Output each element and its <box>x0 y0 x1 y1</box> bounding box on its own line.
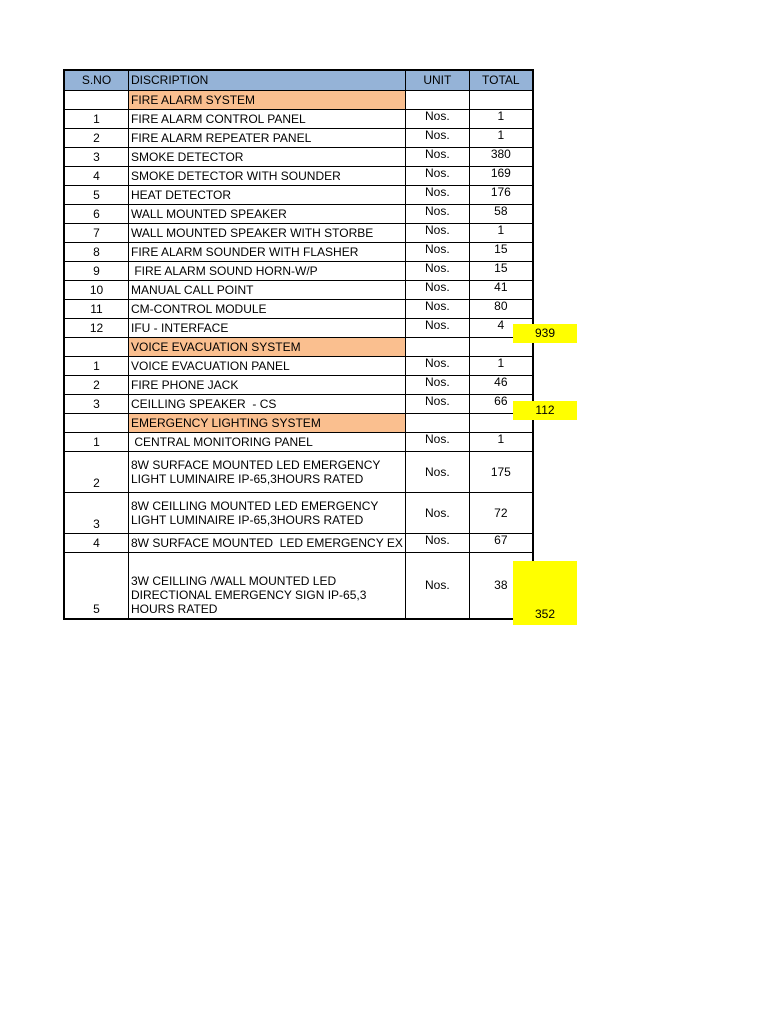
section-row-fire-alarm <box>64 91 533 110</box>
table-cell[interactable] <box>64 414 129 433</box>
cell-total[interactable]: 1 <box>469 224 533 243</box>
table-row <box>64 376 533 395</box>
header-sno[interactable]: S.NO <box>64 70 129 91</box>
cell-sno[interactable]: 8 <box>64 243 129 262</box>
cell-sno[interactable]: 2 <box>64 376 129 395</box>
cell-sno[interactable]: 1 <box>64 357 129 376</box>
section-row-emergency-lighting <box>64 414 533 433</box>
cell-description[interactable]: CEILLING SPEAKER - CS <box>129 395 406 414</box>
cell-unit[interactable]: Nos. <box>405 110 469 129</box>
table-row <box>64 110 533 129</box>
table-row <box>64 281 533 300</box>
cell-sno[interactable]: 2 <box>64 129 129 148</box>
cell-description[interactable]: SMOKE DETECTOR <box>129 148 406 167</box>
subtotal-fire-alarm[interactable]: 939 <box>513 324 577 343</box>
subtotal-value: 352 <box>534 607 556 621</box>
cell-total[interactable]: 66 <box>469 395 533 414</box>
section-title[interactable]: EMERGENCY LIGHTING SYSTEM <box>129 414 406 433</box>
section-title[interactable]: FIRE ALARM SYSTEM <box>129 91 406 110</box>
cell-unit[interactable]: Nos. <box>405 433 469 452</box>
table-row <box>64 262 533 281</box>
table-row <box>64 167 533 186</box>
cell-unit[interactable]: Nos. <box>405 129 469 148</box>
section-title[interactable]: VOICE EVACUATION SYSTEM <box>129 338 406 357</box>
cell-description[interactable]: CM-CONTROL MODULE <box>129 300 406 319</box>
table-row <box>64 300 533 319</box>
cell-total[interactable]: 176 <box>469 186 533 205</box>
cell-description[interactable]: 8W CEILLING MOUNTED LED EMERGENCY LIGHT LUMINAIRE IP-65,3HOURS RATED <box>129 493 406 534</box>
cell-total[interactable]: 15 <box>469 243 533 262</box>
table-row <box>64 243 533 262</box>
cell-sno[interactable]: 4 <box>64 167 129 186</box>
table-row <box>64 452 533 493</box>
cell-unit[interactable]: Nos. <box>405 167 469 186</box>
cell-unit[interactable]: Nos. <box>405 224 469 243</box>
cell-unit[interactable]: Nos. <box>405 493 469 534</box>
table-cell[interactable] <box>64 338 129 357</box>
cell-total[interactable]: 46 <box>469 376 533 395</box>
cell-sno[interactable]: 3 <box>64 395 129 414</box>
table-cell[interactable] <box>405 91 469 110</box>
table-row <box>64 319 533 338</box>
cell-unit[interactable]: Nos. <box>405 534 469 553</box>
table-row <box>64 433 533 452</box>
cell-total[interactable]: 1 <box>469 129 533 148</box>
table-row <box>64 395 533 414</box>
cell-unit[interactable]: Nos. <box>405 186 469 205</box>
cell-sno[interactable]: 5 <box>64 186 129 205</box>
cell-total[interactable]: 72 <box>469 493 533 534</box>
cell-total[interactable]: 41 <box>469 281 533 300</box>
cell-description[interactable]: CENTRAL MONITORING PANEL <box>129 433 406 452</box>
cell-total[interactable]: 175 <box>469 452 533 493</box>
cell-sno[interactable]: 1 <box>64 433 129 452</box>
table-cell[interactable] <box>405 414 469 433</box>
cell-description[interactable]: VOICE EVACUATION PANEL <box>129 357 406 376</box>
cell-description[interactable]: 8W SURFACE MOUNTED LED EMERGENCY EX <box>129 534 406 553</box>
cell-total[interactable]: 4 <box>469 319 533 338</box>
table-row <box>64 129 533 148</box>
cell-total[interactable]: 58 <box>469 205 533 224</box>
cell-unit[interactable]: Nos. <box>405 300 469 319</box>
cell-description[interactable]: IFU - INTERFACE <box>129 319 406 338</box>
cell-sno[interactable]: 2 <box>64 452 129 493</box>
cell-sno[interactable]: 3 <box>64 493 129 534</box>
subtotal-emergency-lighting[interactable] <box>513 561 577 625</box>
cell-description[interactable]: HEAT DETECTOR <box>129 186 406 205</box>
cell-unit[interactable]: Nos. <box>405 395 469 414</box>
cell-total[interactable]: 1 <box>469 433 533 452</box>
cell-unit[interactable]: Nos. <box>405 243 469 262</box>
cell-unit[interactable]: Nos. <box>405 452 469 493</box>
cell-sno[interactable]: 9 <box>64 262 129 281</box>
cell-unit[interactable]: Nos. <box>405 148 469 167</box>
cell-description[interactable]: WALL MOUNTED SPEAKER <box>129 205 406 224</box>
cell-sno[interactable]: 1 <box>64 110 129 129</box>
header-description[interactable]: DISCRIPTION <box>129 70 406 91</box>
cell-description[interactable]: FIRE ALARM SOUND HORN-W/P <box>129 262 406 281</box>
table-row <box>64 534 533 553</box>
cell-total[interactable]: 15 <box>469 262 533 281</box>
cell-total[interactable]: 67 <box>469 534 533 553</box>
cell-total[interactable]: 169 <box>469 167 533 186</box>
cell-sno[interactable]: 10 <box>64 281 129 300</box>
cell-total[interactable]: 380 <box>469 148 533 167</box>
header-unit[interactable]: UNIT <box>405 70 469 91</box>
cell-description[interactable]: 3W CEILLING /WALL MOUNTED LED DIRECTIONAL EMERGENCY SIGN IP-65,3 HOURS RATED <box>129 553 406 620</box>
table-row <box>64 493 533 534</box>
cell-description[interactable]: FIRE ALARM CONTROL PANEL <box>129 110 406 129</box>
cell-sno[interactable]: 5 <box>64 553 129 620</box>
cell-description[interactable]: FIRE ALARM SOUNDER WITH FLASHER <box>129 243 406 262</box>
cell-total[interactable]: 38 <box>469 553 533 620</box>
table-row <box>64 357 533 376</box>
cell-sno[interactable]: 4 <box>64 534 129 553</box>
cell-description[interactable]: 8W SURFACE MOUNTED LED EMERGENCY LIGHT LUMINAIRE IP-65,3HOURS RATED <box>129 452 406 493</box>
table-row <box>64 186 533 205</box>
cell-unit[interactable]: Nos. <box>405 262 469 281</box>
table-row <box>64 205 533 224</box>
cell-unit[interactable]: Nos. <box>405 553 469 620</box>
table-row <box>64 553 533 620</box>
cell-total[interactable]: 80 <box>469 300 533 319</box>
boq-table <box>63 69 534 620</box>
subtotal-voice-evacuation[interactable]: 112 <box>513 401 577 420</box>
cell-sno[interactable]: 7 <box>64 224 129 243</box>
cell-unit[interactable]: Nos. <box>405 357 469 376</box>
cell-description[interactable]: WALL MOUNTED SPEAKER WITH STORBE <box>129 224 406 243</box>
cell-description[interactable]: FIRE PHONE JACK <box>129 376 406 395</box>
table-cell[interactable] <box>469 91 533 110</box>
cell-unit[interactable]: Nos. <box>405 376 469 395</box>
cell-total[interactable]: 1 <box>469 110 533 129</box>
section-row-voice-evacuation <box>64 338 533 357</box>
table-row <box>64 224 533 243</box>
cell-total[interactable]: 1 <box>469 357 533 376</box>
cell-unit[interactable]: Nos. <box>405 205 469 224</box>
header-row <box>64 70 533 91</box>
cell-sno[interactable]: 11 <box>64 300 129 319</box>
cell-description[interactable]: MANUAL CALL POINT <box>129 281 406 300</box>
cell-sno[interactable]: 6 <box>64 205 129 224</box>
cell-sno[interactable]: 3 <box>64 148 129 167</box>
cell-description[interactable]: FIRE ALARM REPEATER PANEL <box>129 129 406 148</box>
cell-unit[interactable]: Nos. <box>405 319 469 338</box>
table-cell[interactable] <box>64 91 129 110</box>
cell-sno[interactable]: 12 <box>64 319 129 338</box>
cell-description[interactable]: SMOKE DETECTOR WITH SOUNDER <box>129 167 406 186</box>
cell-unit[interactable]: Nos. <box>405 281 469 300</box>
header-total[interactable]: TOTAL <box>469 70 533 91</box>
table-row <box>64 148 533 167</box>
table-cell[interactable] <box>405 338 469 357</box>
